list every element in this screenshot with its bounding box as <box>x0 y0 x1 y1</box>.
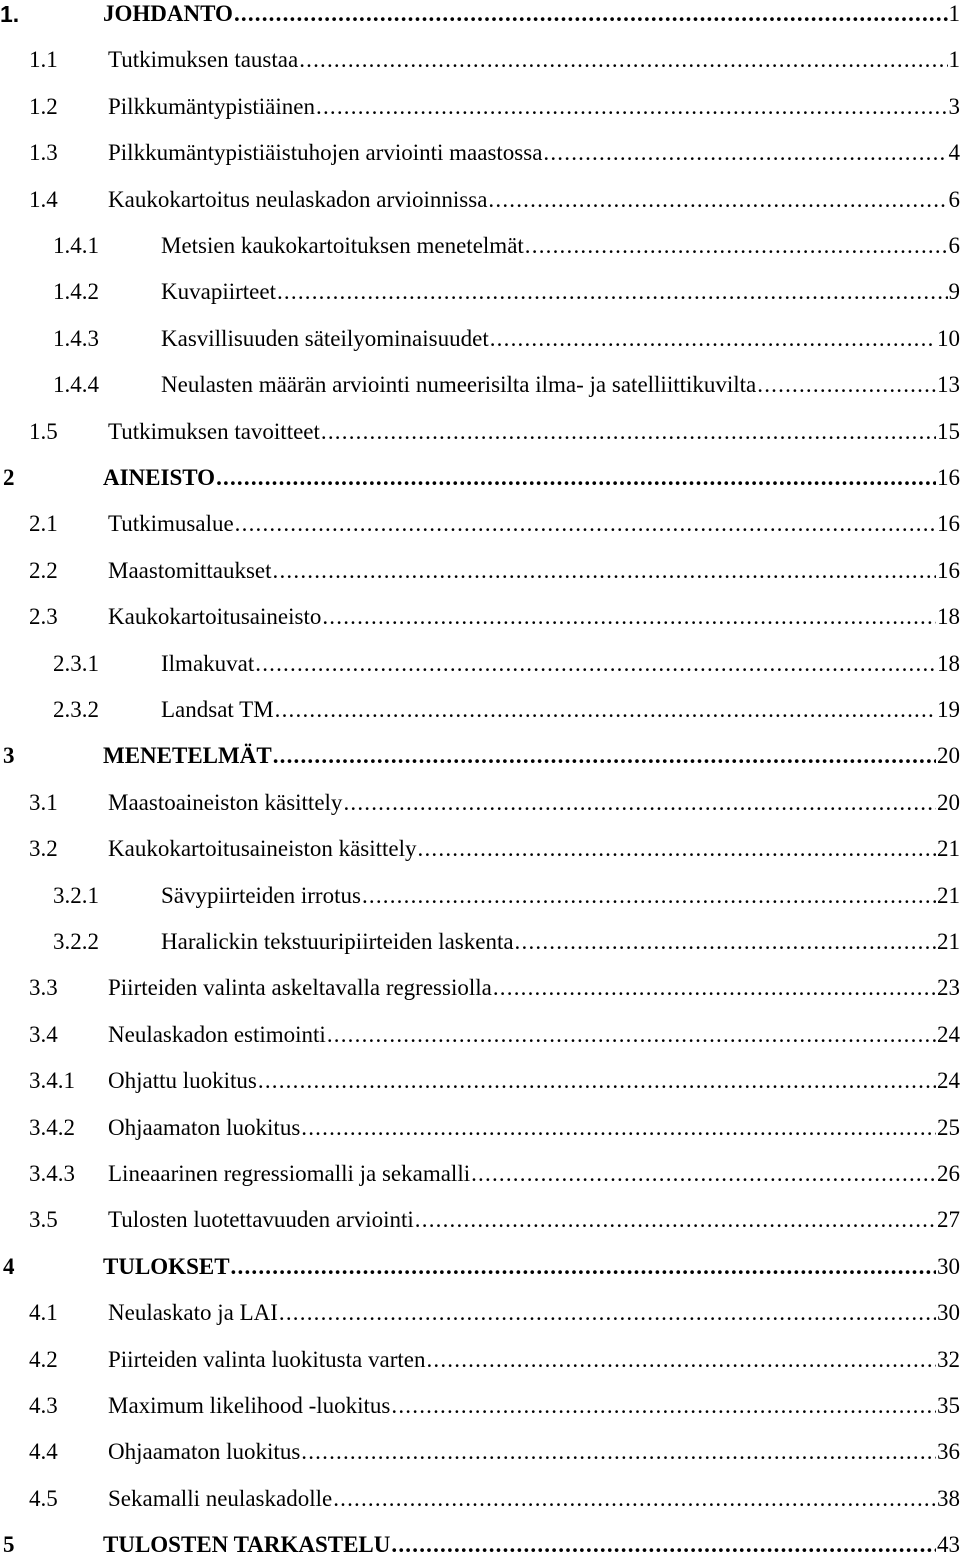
toc-entry-number: 4.2 <box>29 1342 58 1378</box>
dot-leader <box>391 1527 936 1563</box>
dot-leader <box>299 42 947 78</box>
toc-entry-line <box>161 646 960 682</box>
toc-entry-page-number: 20 <box>936 738 960 774</box>
toc-entry-title: Lineaarinen regressiomalli ja sekamalli <box>108 1156 470 1192</box>
toc-entry-page-number: 18 <box>936 646 960 682</box>
toc-entry-title: Sävypiirteiden irrotus <box>161 878 361 914</box>
dot-leader <box>316 89 948 125</box>
toc-entry-line <box>108 506 960 542</box>
toc-entry-number: 2.3.2 <box>53 692 99 728</box>
toc-entry-number: 4.1 <box>29 1295 58 1331</box>
toc-entry-line <box>108 785 960 821</box>
toc-entry-page-number: 19 <box>936 692 960 728</box>
toc-entry-line <box>103 460 960 496</box>
toc-entry-title: TULOKSET <box>103 1249 230 1285</box>
toc-entry-page-number: 32 <box>936 1342 960 1378</box>
toc-entry-line <box>161 924 960 960</box>
toc-entry[interactable] <box>0 1434 960 1470</box>
toc-entry-title: Piirteiden valinta askeltavalla regressiolla <box>108 970 492 1006</box>
toc-entry-title: Maastomittaukset <box>108 553 272 589</box>
toc-entry-page-number: 15 <box>936 414 960 450</box>
dot-leader <box>301 1434 936 1470</box>
toc-entry[interactable] <box>0 553 960 589</box>
toc-entry-number: 3.2.1 <box>53 878 99 914</box>
toc-entry-number: 4 <box>3 1249 15 1285</box>
toc-entry[interactable] <box>0 0 960 32</box>
toc-entry[interactable] <box>0 506 960 542</box>
toc-entry-number: 3.1 <box>29 785 58 821</box>
toc-entry-number: 1.4.4 <box>53 367 99 403</box>
toc-entry-number: 3.4.1 <box>29 1063 75 1099</box>
toc-entry-title: Tutkimuksen taustaa <box>108 42 298 78</box>
toc-entry-title: Kasvillisuuden säteilyominaisuudet <box>161 321 489 357</box>
toc-entry[interactable] <box>0 274 960 310</box>
toc-entry-number: 3.2 <box>29 831 58 867</box>
toc-entry-number: 1.4.3 <box>53 321 99 357</box>
toc-entry[interactable] <box>0 692 960 728</box>
dot-leader <box>216 460 936 496</box>
toc-entry-page-number: 16 <box>936 553 960 589</box>
dot-leader <box>301 1110 936 1146</box>
toc-entry-number: 3.4.2 <box>29 1110 75 1146</box>
toc-entry-page-number: 6 <box>948 182 960 218</box>
dot-leader <box>235 506 936 542</box>
toc-entry-page-number: 27 <box>936 1202 960 1238</box>
toc-entry-page-number: 10 <box>936 321 960 357</box>
dot-leader <box>333 1481 936 1517</box>
toc-entry-title: Kaukokartoitusaineisto <box>108 599 321 635</box>
toc-entry-title: Kaukokartoitus neulaskadon arvioinnissa <box>108 182 487 218</box>
dot-leader <box>525 228 948 264</box>
toc-entry[interactable] <box>0 182 960 218</box>
toc-entry-page-number: 24 <box>936 1017 960 1053</box>
toc-entry[interactable] <box>0 135 960 171</box>
toc-entry-line <box>108 599 960 635</box>
dot-leader <box>426 1342 936 1378</box>
toc-entry[interactable] <box>0 321 960 357</box>
toc-entry-page-number: 36 <box>936 1434 960 1470</box>
toc-entry-title: Haralickin tekstuuripiirteiden laskenta <box>161 924 514 960</box>
toc-entry-title: Pilkkumäntypistiäinen <box>108 89 315 125</box>
toc-entry-title: Neulasten määrän arviointi numeerisilta ilma- ja satelliittikuvilta <box>161 367 756 403</box>
toc-entry-number: 1.1 <box>29 42 58 78</box>
toc-entry-line <box>161 274 960 310</box>
toc-entry-line <box>108 1342 960 1378</box>
toc-entry-number: 1.2 <box>29 89 58 125</box>
toc-entry-page-number: 38 <box>936 1481 960 1517</box>
toc-entry-number: 4.5 <box>29 1481 58 1517</box>
toc-entry-page-number: 3 <box>948 89 960 125</box>
toc-entry-title: Kuvapiirteet <box>161 274 276 310</box>
dot-leader <box>321 414 936 450</box>
toc-entry-title: Sekamalli neulaskadolle <box>108 1481 332 1517</box>
toc-entry-line <box>108 1156 960 1192</box>
toc-entry-title: Ohjaamaton luokitus <box>108 1434 300 1470</box>
dot-leader <box>273 738 936 774</box>
dot-leader <box>493 970 936 1006</box>
toc-entry[interactable] <box>0 1202 960 1238</box>
toc-entry-number: 3 <box>3 738 15 774</box>
toc-entry-page-number: 9 <box>948 274 960 310</box>
dot-leader <box>471 1156 936 1192</box>
toc-entry-title: Ohjattu luokitus <box>108 1063 257 1099</box>
toc-entry-line <box>161 228 960 264</box>
toc-entry-line <box>108 1388 960 1424</box>
toc-entry[interactable] <box>0 878 960 914</box>
toc-entry-number: 2.3.1 <box>53 646 99 682</box>
toc-entry-title: AINEISTO <box>103 460 215 496</box>
toc-entry-title: TULOSTEN TARKASTELU <box>103 1527 390 1563</box>
toc-entry-number: 4.4 <box>29 1434 58 1470</box>
toc-entry-line <box>161 878 960 914</box>
toc-entry[interactable] <box>0 460 960 496</box>
toc-entry-number: 1.4 <box>29 182 58 218</box>
toc-entry-line <box>103 1249 960 1285</box>
toc-entry-page-number: 35 <box>936 1388 960 1424</box>
toc-entry-page-number: 16 <box>936 460 960 496</box>
toc-entry-page-number: 1 <box>948 0 960 32</box>
toc-entry-title: Neulaskadon estimointi <box>108 1017 326 1053</box>
toc-entry-number: 3.2.2 <box>53 924 99 960</box>
toc-entry-line <box>108 1434 960 1470</box>
toc-entry-page-number: 26 <box>936 1156 960 1192</box>
toc-entry-page-number: 25 <box>936 1110 960 1146</box>
toc-entry[interactable] <box>0 228 960 264</box>
toc-entry[interactable] <box>0 785 960 821</box>
toc-entry-line <box>108 1063 960 1099</box>
dot-leader <box>490 321 936 357</box>
toc-entry-line <box>108 182 960 218</box>
toc-entry-line <box>103 1527 960 1563</box>
toc-entry-line <box>108 1017 960 1053</box>
toc-entry-title: Neulaskato ja LAI <box>108 1295 278 1331</box>
toc-entry-line <box>108 1110 960 1146</box>
toc-entry-page-number: 23 <box>936 970 960 1006</box>
toc-entry-number: 3.3 <box>29 970 58 1006</box>
toc-entry-line <box>108 1202 960 1238</box>
toc-entry-title: Maximum likelihood -luokitus <box>108 1388 390 1424</box>
dot-leader <box>258 1063 936 1099</box>
toc-entry[interactable] <box>0 1110 960 1146</box>
toc-entry-number: 1.4.2 <box>53 274 99 310</box>
toc-entry-line <box>103 738 960 774</box>
toc-entry-title: Pilkkumäntypistiäistuhojen arviointi maastossa <box>108 135 542 171</box>
toc-entry[interactable] <box>0 1156 960 1192</box>
toc-entry-page-number: 30 <box>936 1249 960 1285</box>
toc-entry[interactable] <box>0 970 960 1006</box>
toc-entry-title: Maastoaineiston käsittely <box>108 785 342 821</box>
dot-leader <box>343 785 936 821</box>
toc-entry[interactable] <box>0 1295 960 1331</box>
toc-entry-page-number: 4 <box>948 135 960 171</box>
toc-entry-number: 1.5 <box>29 414 58 450</box>
toc-entry-line <box>108 553 960 589</box>
toc-entry-title: Metsien kaukokartoituksen menetelmät <box>161 228 524 264</box>
toc-entry[interactable] <box>0 1063 960 1099</box>
dot-leader <box>275 692 936 728</box>
toc-entry-line <box>108 1481 960 1517</box>
toc-entry-page-number: 43 <box>936 1527 960 1563</box>
dot-leader <box>391 1388 936 1424</box>
toc-entry-number: 2 <box>3 460 15 496</box>
dot-leader <box>515 924 936 960</box>
toc-entry-title: Landsat TM <box>161 692 274 728</box>
toc-entry-page-number: 21 <box>936 878 960 914</box>
toc-entry-page-number: 21 <box>936 924 960 960</box>
dot-leader <box>234 0 948 32</box>
toc-entry-number: 1.3 <box>29 135 58 171</box>
toc-entry-page-number: 20 <box>936 785 960 821</box>
toc-entry-number: 3.5 <box>29 1202 58 1238</box>
toc-entry[interactable] <box>0 646 960 682</box>
toc-entry[interactable] <box>0 367 960 403</box>
toc-entry-page-number: 24 <box>936 1063 960 1099</box>
dot-leader <box>327 1017 936 1053</box>
toc-entry-number: 2.3 <box>29 599 58 635</box>
toc-entry-line <box>161 321 960 357</box>
dot-leader <box>322 599 936 635</box>
toc-entry[interactable] <box>0 89 960 125</box>
toc-entry-line <box>103 0 960 32</box>
toc-entry-page-number: 21 <box>936 831 960 867</box>
toc-entry[interactable] <box>0 1388 960 1424</box>
toc-entry-number: 1.4.1 <box>53 228 99 264</box>
toc-entry-title: Tulosten luotettavuuden arviointi <box>108 1202 414 1238</box>
toc-entry[interactable] <box>0 1342 960 1378</box>
toc-entry-line <box>108 42 960 78</box>
toc-entry-number: 4.3 <box>29 1388 58 1424</box>
toc-entry-line <box>161 367 960 403</box>
dot-leader <box>362 878 936 914</box>
dot-leader <box>231 1249 936 1285</box>
toc-entry-number: 5 <box>3 1527 15 1563</box>
dot-leader <box>543 135 947 171</box>
dot-leader <box>488 182 947 218</box>
toc-entry-title: Ilmakuvat <box>161 646 254 682</box>
toc-entry[interactable] <box>0 414 960 450</box>
toc-entry-title: Ohjaamaton luokitus <box>108 1110 300 1146</box>
toc-entry[interactable] <box>0 1527 960 1563</box>
toc-entry-line <box>108 831 960 867</box>
toc-entry[interactable] <box>0 738 960 774</box>
toc-entry-number: 3.4.3 <box>29 1156 75 1192</box>
toc-entry-page-number: 6 <box>948 228 960 264</box>
toc-entry[interactable] <box>0 924 960 960</box>
toc-entry[interactable] <box>0 599 960 635</box>
dot-leader <box>255 646 936 682</box>
toc-entry-page-number: 18 <box>936 599 960 635</box>
toc-entry-number: 2.1 <box>29 506 58 542</box>
toc-entry[interactable] <box>0 1017 960 1053</box>
dot-leader <box>757 367 936 403</box>
toc-entry-title: Kaukokartoitusaineiston käsittely <box>108 831 417 867</box>
toc-entry-number: 1. <box>0 0 19 32</box>
toc-entry-number: 2.2 <box>29 553 58 589</box>
toc-entry-line <box>161 692 960 728</box>
toc-entry-title: JOHDANTO <box>103 0 233 32</box>
toc-entry-line <box>108 89 960 125</box>
toc-entry-line <box>108 1295 960 1331</box>
dot-leader <box>279 1295 936 1331</box>
toc-entry-page-number: 30 <box>936 1295 960 1331</box>
toc-entry-page-number: 16 <box>936 506 960 542</box>
toc-entry-number: 3.4 <box>29 1017 58 1053</box>
toc-entry[interactable] <box>0 42 960 78</box>
dot-leader <box>415 1202 936 1238</box>
toc-entry-line <box>108 135 960 171</box>
toc-entry[interactable] <box>0 1249 960 1285</box>
dot-leader <box>273 553 936 589</box>
toc-entry-page-number: 1 <box>948 42 960 78</box>
dot-leader <box>277 274 948 310</box>
toc-entry-line <box>108 414 960 450</box>
toc-entry-title: Tutkimusalue <box>108 506 234 542</box>
toc-entry-page-number: 13 <box>936 367 960 403</box>
toc-entry[interactable] <box>0 831 960 867</box>
toc-entry[interactable] <box>0 1481 960 1517</box>
toc-entry-title: Tutkimuksen tavoitteet <box>108 414 320 450</box>
toc-entry-title: Piirteiden valinta luokitusta varten <box>108 1342 425 1378</box>
dot-leader <box>418 831 936 867</box>
toc-entry-line <box>108 970 960 1006</box>
toc-entry-title: MENETELMÄT <box>103 738 272 774</box>
